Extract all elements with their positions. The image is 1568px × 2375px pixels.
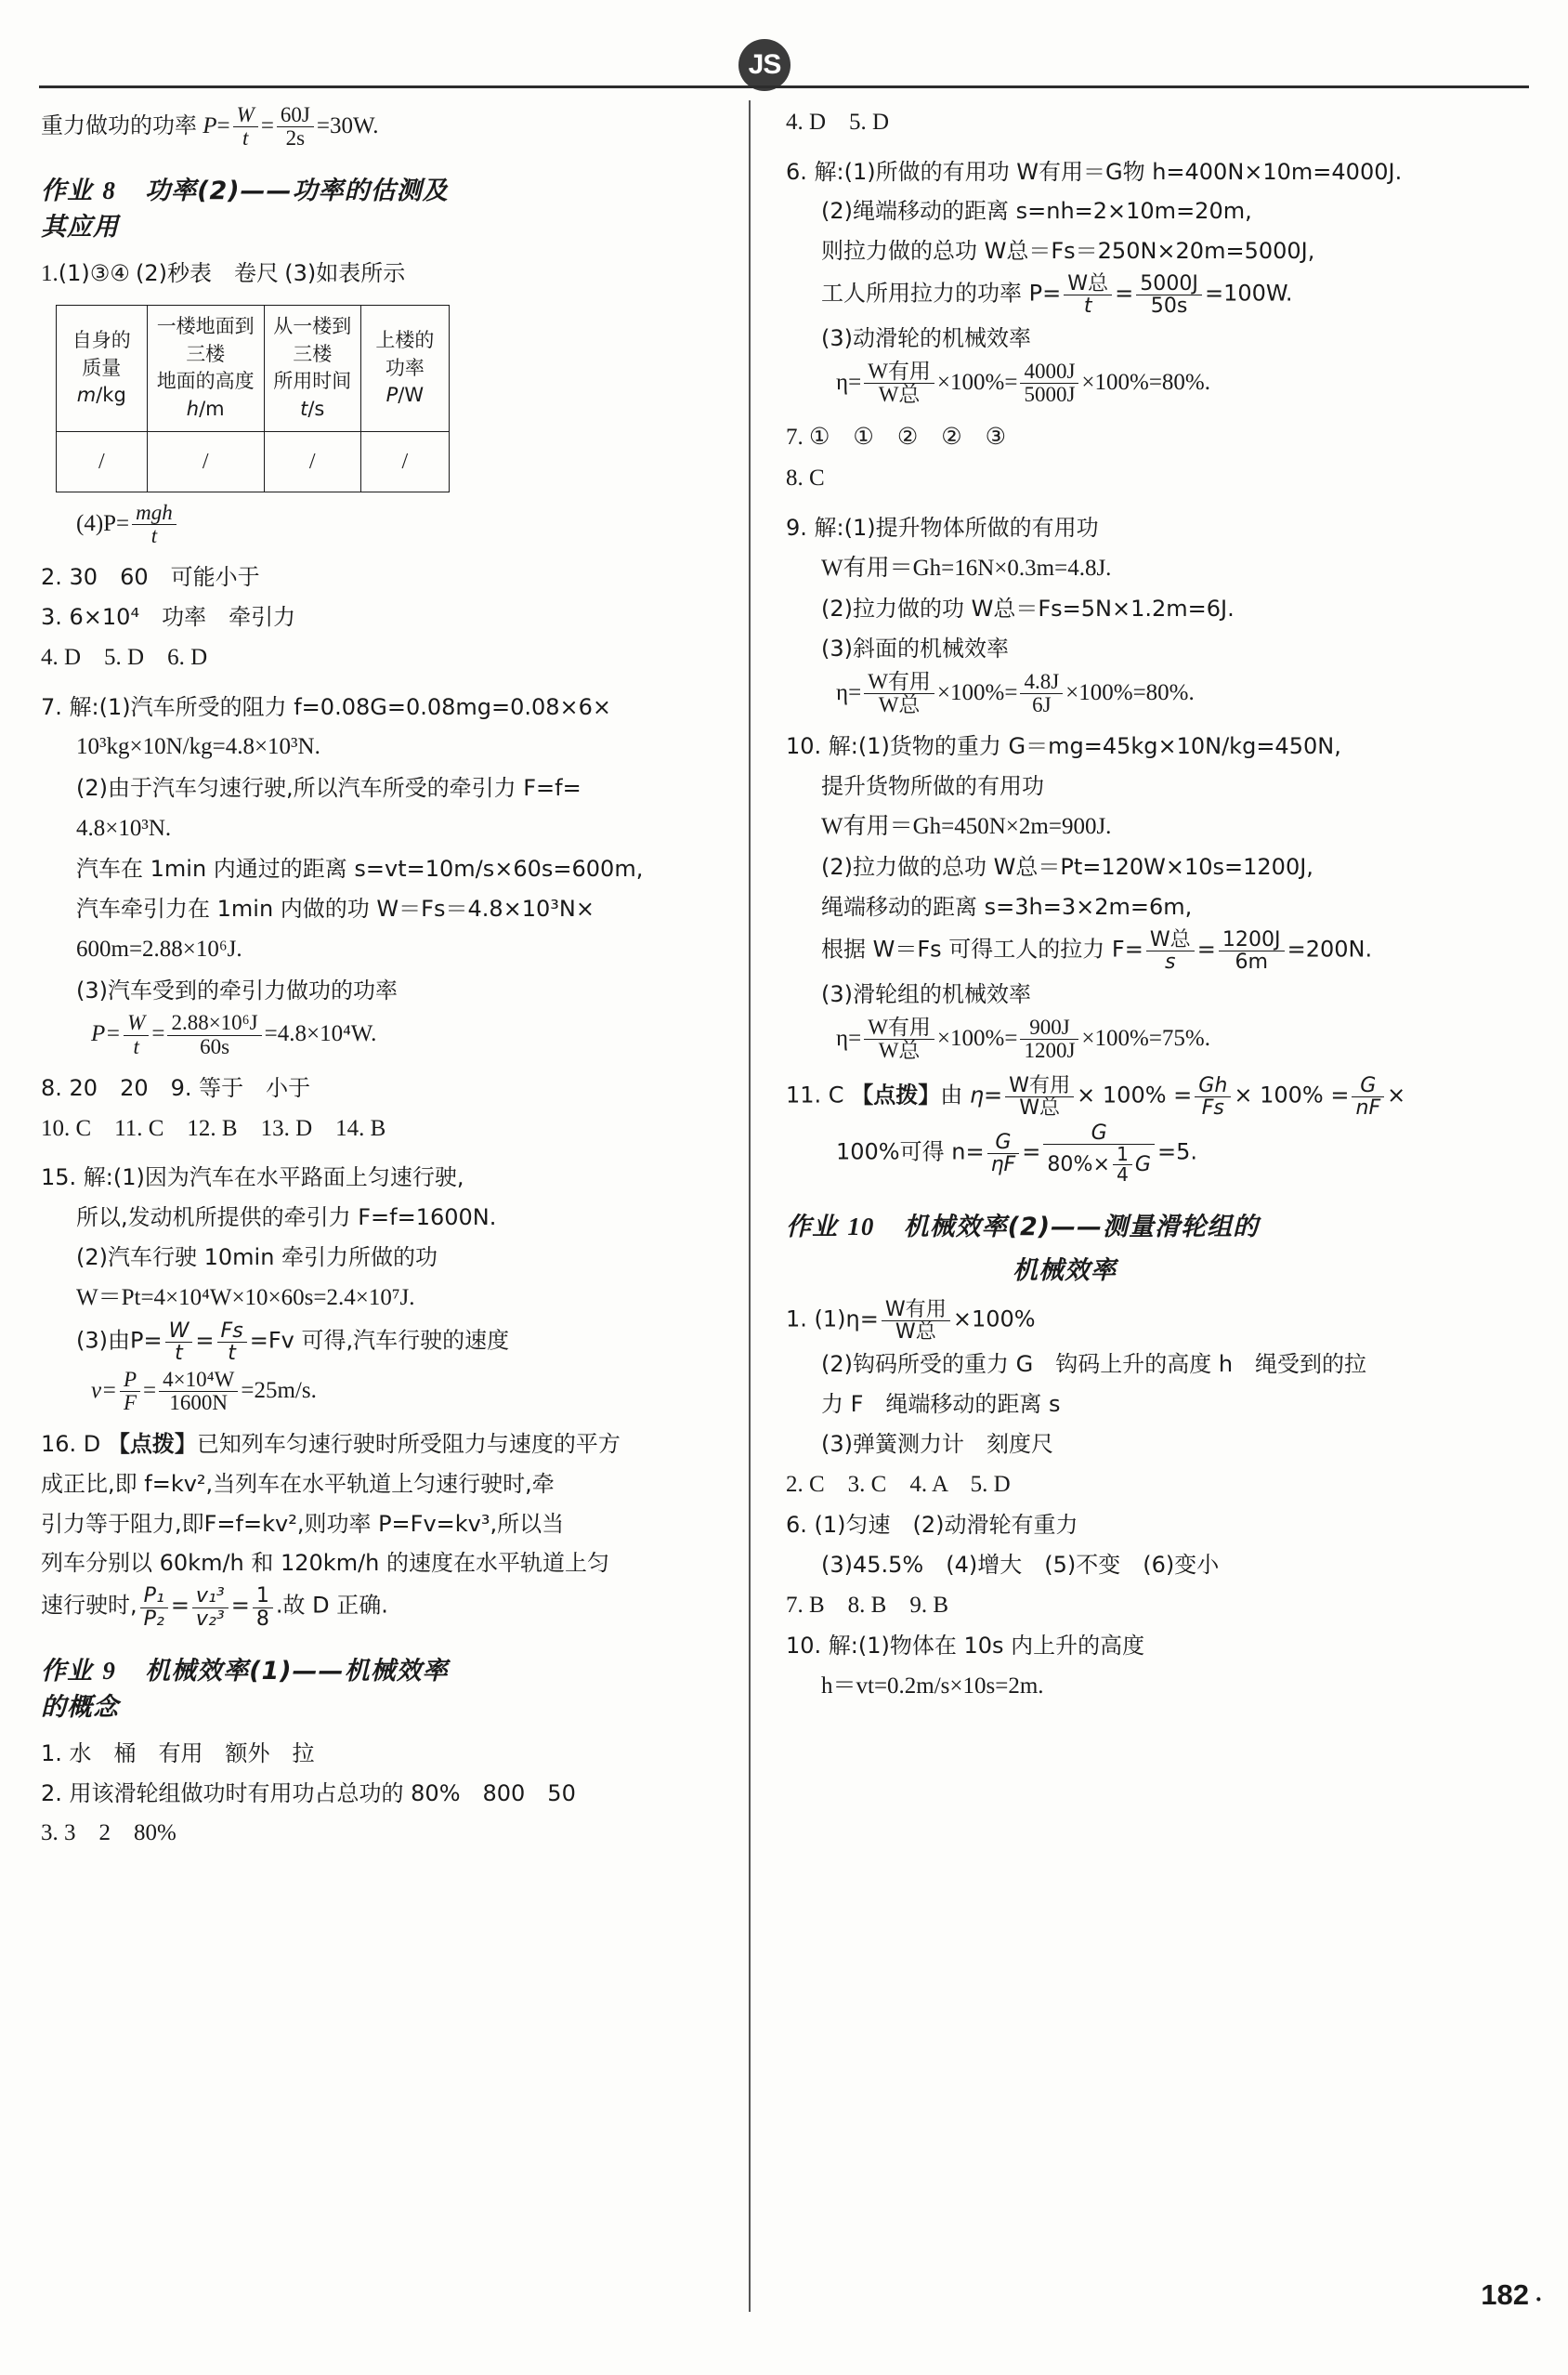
q7-l9-post: =4.8×10⁴W. [264, 1021, 377, 1047]
r-answer-9-l5 [786, 671, 1343, 716]
q15-l6-post: =25m/s. [241, 1377, 317, 1403]
q16-l5-frac2: $\frac{\text{v₁³}}{\text{v₂³}}$ [192, 1585, 229, 1629]
carryover-formula [41, 104, 450, 150]
section9-title: 机械效率(1)——机械效率的概念 [41, 1656, 449, 1722]
q16-l5-frac3: $\frac{1}{8}$ [253, 1585, 273, 1629]
q11-choice: 11. C [786, 1082, 844, 1109]
q16-l5-eq: = [170, 1593, 189, 1620]
q15-l5-post: =Fv 可得,汽车行驶的速度 [249, 1327, 510, 1354]
r-answer-6-l6 [786, 361, 1343, 406]
carryover-frac-wt: $\frac{W}{t}$ [233, 104, 258, 150]
q10-l6-pre: 根据 W＝Fs 可得工人的拉力 F= [821, 936, 1143, 963]
carryover-p: P [203, 113, 217, 139]
q1-p3: (3)如表所示 [284, 260, 406, 287]
q7-l9-frac1: $\frac{W}{t}$ [124, 1012, 149, 1057]
q9-l5-mid: ×100%= [936, 679, 1018, 705]
table-header-cell: 自身的 质量 m/kg [57, 305, 148, 431]
page-number-dot: · [1535, 2286, 1543, 2313]
q11-frac1: $\frac{\text{W有用}}{\text{W总}}$ [1005, 1075, 1074, 1119]
r-answer-8: 8. C [786, 466, 825, 492]
q9-l5-frac2: $\frac{4.8J}{6J}$ [1020, 671, 1063, 716]
q1-p4-pre: (4)P= [76, 511, 130, 537]
s9-answer-1: 1. 水 桶 有用 额外 拉 [41, 1739, 315, 1766]
q16-l5-post: .故 D 正确. [275, 1593, 388, 1620]
r-answer-6-l2: (2)绳端移动的距离 s=nh=2×10m=20m, [821, 198, 1252, 225]
section10-title: 机械效率(2)——测量滑轮组的 [903, 1212, 1260, 1241]
q6-l4-pre: 工人所用拉力的功率 P= [821, 280, 1062, 307]
q1-p2: (2)秒表 卷尺 [136, 260, 280, 287]
s10q1-post: ×100% [952, 1306, 1036, 1332]
carryover-label: 重力做功的功率 [41, 112, 197, 139]
q11-tip-tag: 【点拨】 [851, 1082, 941, 1109]
s10q1-frac: $\frac{\text{W有用}}{\text{W总}}$ [882, 1299, 950, 1343]
answer-15-l5 [41, 1319, 510, 1366]
r-answer-6-l3: 则拉力做的总功 W总＝Fs＝250N×20m=5000J, [821, 238, 1315, 265]
q6-l4-post: =100W. [1204, 280, 1293, 307]
answer-15-l4: W＝Pt=4×10⁴W×10×60s=2.4×10⁷J. [76, 1284, 415, 1310]
q10-l8-post: ×100%=75%. [1081, 1026, 1210, 1052]
carryover-frac-60j: $\frac{60J}{2s}$ [277, 104, 314, 150]
answer-8-9: 8. 20 20 9. 等于 小于 [41, 1074, 311, 1101]
q11-l2-frac1: $\frac{G}{\eta F}$ [987, 1132, 1020, 1175]
right-column [786, 104, 1406, 1710]
q11-mid1: × 100% = [1077, 1082, 1193, 1109]
answer-10-14: 10. C 11. C 12. B 13. D 14. B [41, 1115, 386, 1141]
r-answer-11-l2 [786, 1122, 1343, 1186]
q6-l4-eq: = [1115, 280, 1134, 307]
section9-number: 9 [102, 1656, 116, 1685]
answer-7-l3: (2)由于汽车匀速行驶,所以汽车所受的牵引力 F=f= [76, 774, 581, 801]
s10q1-pre: 1. (1)η= [786, 1306, 879, 1332]
q10-l8-frac1: $\frac{\text{W有用}}{\text{W总}}$ [864, 1017, 934, 1062]
answer-7-l5: 汽车在 1min 内通过的距离 s=vt=10m/s×60s=600m, [76, 856, 644, 883]
section-heading-10-line2: 机械效率 [1013, 1255, 1117, 1285]
q15-l6-pre: v= [91, 1377, 117, 1403]
s10-answer-2-5: 2. C 3. C 4. A 5. D [786, 1471, 1011, 1497]
q11-mid2: × 100% = [1234, 1082, 1350, 1109]
r-answer-9-head: 9. 解:(1)提升物体所做的有用功 [786, 514, 1099, 541]
section-heading-8 [41, 170, 450, 243]
q11-l2-post: =5. [1156, 1138, 1197, 1165]
q6-l4-frac2: $\frac{5000J}{50s}$ [1136, 273, 1202, 317]
q16-l5-eq2: = [230, 1593, 250, 1620]
answer-15-l3: (2)汽车行驶 10min 牵引力所做的功 [76, 1243, 438, 1270]
q7-l9-frac2: $\frac{\text{2.88×10⁶J}}{60s}$ [167, 1012, 261, 1057]
section9-prefix: 作业 [41, 1656, 93, 1686]
section10-prefix: 作业 [786, 1212, 838, 1241]
answer-7-l9 [41, 1012, 450, 1057]
q11-frac3: $\frac{G}{nF}$ [1352, 1075, 1384, 1119]
section-heading-9 [41, 1650, 450, 1723]
q10-l6-frac1: $\frac{\text{W总}}{s}$ [1146, 929, 1195, 973]
q7-l9-pre: P= [91, 1021, 122, 1047]
answer-15-l2: 所以,发动机所提供的牵引力 F=f=1600N. [76, 1203, 497, 1230]
r-answer-10-l5: 绳端移动的距离 s=3h=3×2m=6m, [821, 894, 1193, 921]
r-answer-10-l6 [786, 928, 1373, 975]
answer-7-head [41, 689, 612, 726]
table-header-row [57, 305, 450, 431]
s10-answer-1-p2b: 力 F 绳端移动的距离 s [821, 1390, 1061, 1417]
answer-7-l8: (3)汽车受到的牵引力做功的功率 [76, 977, 398, 1004]
r-answer-10-l2: 提升货物所做的有用功 [821, 772, 1044, 799]
table-header-cell: 从一楼到三楼 所用时间 t/s [264, 305, 360, 431]
carryover-eq2: = [260, 113, 274, 139]
r-answer-6-l4 [786, 273, 1343, 317]
r-answer-9-l4: (3)斜面的机械效率 [821, 635, 1009, 662]
q11-l2-frac2: G 80%× $\frac{1}{4}$ G [1043, 1122, 1155, 1186]
r-answer-11-head [786, 1073, 1406, 1120]
answer-16-l5 [41, 1585, 450, 1629]
answer-2: 2. 30 60 可能小于 [41, 564, 260, 591]
section8-number: 8 [102, 177, 116, 205]
answer-7-l4: 4.8×10³N. [76, 815, 172, 841]
q11-head-text: 由 [940, 1082, 963, 1109]
q16-l5-frac1: $\frac{\text{P₁}}{\text{P₂}}$ [140, 1585, 168, 1629]
r-answer-10-l7: (3)滑轮组的机械效率 [821, 981, 1031, 1008]
answer-7-l6: 汽车牵引力在 1min 内做的功 W＝Fs＝4.8×10³N× [76, 896, 595, 923]
r-answer-7: 7. ① ① ② ② ③ [786, 424, 1007, 450]
r-answer-10-head: 10. 解:(1)货物的重力 G＝mg=45kg×10N/kg=450N, [786, 733, 1341, 760]
s10-answer-1-p2: (2)钩码所受的重力 G 钩码上升的高度 h 绳受到的拉 [821, 1351, 1367, 1378]
q15-l6-frac2: $\frac{\text{4×10⁴W}}{1600N}$ [159, 1369, 238, 1414]
s10-answer-1-p3: (3)弹簧测力计 刻度尺 [821, 1430, 1053, 1457]
q6-l6-frac2: $\frac{4000J}{5000J}$ [1020, 361, 1078, 406]
q16-tip-tag: 【点拨】 [107, 1430, 197, 1457]
q11-l2-den-b: G [1134, 1152, 1151, 1176]
answer-16-l4: 列车分别以 60km/h 和 120km/h 的速度在水平轨道上匀 [41, 1550, 610, 1577]
r-answer-10-l4: (2)拉力做的总功 W总＝Pt=120W×10s=1200J, [821, 854, 1313, 881]
table-cell: / [147, 432, 264, 492]
left-column [41, 103, 644, 1857]
q16-choice: 16. D [41, 1430, 101, 1457]
q11-l2-pre: 100%可得 n= [836, 1138, 985, 1165]
answer-1-line1 [41, 256, 450, 294]
q10-l6-frac2: $\frac{1200J}{6m}$ [1219, 929, 1285, 973]
section8-title: 功率(2)——功率的估测及其应用 [41, 177, 449, 243]
q6-l6-mid: ×100%= [936, 370, 1018, 396]
r-answer-6-head: 6. 解:(1)所做的有用功 W有用＝G物 h=400N×10m=4000J. [786, 158, 1403, 185]
q16-head-text: 已知列车匀速行驶时所受阻力与速度的平方 [196, 1430, 621, 1457]
answer-15-l6 [41, 1369, 450, 1414]
table-header-cell: 一楼地面到三楼 地面的高度 h/m [147, 305, 264, 431]
experiment-table [56, 305, 450, 492]
q15-l5-eq: = [195, 1327, 215, 1354]
page-number: 182 [1481, 2278, 1529, 2311]
s9-answer-3: 3. 3 2 80% [41, 1820, 176, 1846]
answer-3: 3. 6×10⁴ 功率 牵引力 [41, 604, 296, 631]
q15-l5-frac2: $\frac{Fs}{t}$ [217, 1320, 247, 1364]
js-logo-icon: JS [738, 39, 791, 91]
header-rule [39, 85, 1529, 88]
table-row [57, 432, 450, 492]
r-answer-4-5: 4. D 5. D [786, 110, 890, 135]
s9-answer-2: 2. 用该滑轮组做功时有用功占总功的 80% 800 50 [41, 1779, 576, 1806]
q6-l4-frac1: $\frac{\text{W总}}{t}$ [1064, 273, 1112, 317]
q9-l5-post: ×100%=80%. [1065, 679, 1195, 705]
table-cell: / [360, 432, 449, 492]
q11-l2-den-a: 80%× [1047, 1152, 1110, 1176]
section10-number: 10 [847, 1212, 875, 1240]
answer-16-l2: 成正比,即 f=kv²,当列车在水平轨道上匀速行驶时,牵 [41, 1470, 555, 1497]
q15-l5-frac1: $\frac{W}{t}$ [165, 1320, 193, 1364]
column-divider [749, 100, 751, 2312]
page-header [0, 0, 1568, 88]
r-answer-10-l8 [786, 1017, 1343, 1062]
table-cell: / [57, 432, 148, 492]
q11-l2-eq: = [1022, 1138, 1041, 1165]
q6-l6-frac1: $\frac{\text{W有用}}{\text{W总}}$ [864, 361, 934, 406]
table-cell: / [264, 432, 360, 492]
s10-answer-7-9: 7. B 8. B 9. B [786, 1592, 949, 1618]
q11-post: × [1387, 1082, 1406, 1109]
q11-eta: η= [969, 1082, 1003, 1109]
q10-l6-eq: = [1196, 936, 1216, 963]
q1-p1: (1)③④ [58, 260, 130, 287]
r-answer-10-l3: W有用＝Gh=450N×2m=900J. [821, 813, 1112, 839]
q7-head-text: 7. 解:(1)汽车所受的阻力 f=0.08G=0.08mg=0.08×6× [41, 693, 612, 720]
q1-label: 1. [41, 261, 59, 287]
answer-1-part4 [41, 502, 450, 547]
section-heading-10 [786, 1206, 1343, 1242]
s10-answer-10-l2: h＝vt=0.2m/s×10s=2m. [821, 1673, 1044, 1699]
q10-l8-pre: η= [836, 1026, 862, 1052]
s10-answer-1-p1 [786, 1299, 1343, 1343]
q16-l5-pre: 速行驶时, [41, 1593, 137, 1620]
q15-l6-frac1: $\frac{P}{F}$ [120, 1369, 140, 1414]
q6-l6-post: ×100%=80%. [1081, 370, 1210, 396]
answer-4-5-6: 4. D 5. D 6. D [41, 645, 208, 671]
r-answer-9-l2: W有用＝Gh=16N×0.3m=4.8J. [821, 555, 1112, 581]
s10-answer-6-l2: (3)45.5% (4)增大 (5)不变 (6)变小 [821, 1552, 1220, 1579]
r-answer-9-l3: (2)拉力做的功 W总＝Fs=5N×1.2m=6J. [821, 596, 1235, 622]
answer-7-l7: 600m=2.88×10⁶J. [76, 937, 242, 963]
q6-l6-pre: η= [836, 370, 862, 396]
answer-16-l3: 引力等于阻力,即F=f=kv²,则功率 P=Fv=kv³,所以当 [41, 1510, 565, 1537]
q9-l5-frac1: $\frac{\text{W有用}}{\text{W总}}$ [864, 671, 934, 716]
q15-l6-eq: = [143, 1377, 157, 1403]
carryover-result: =30W. [316, 113, 379, 139]
answer-7-l2: 10³kg×10N/kg=4.8×10³N. [76, 734, 320, 760]
q7-l9-eq: = [151, 1021, 165, 1047]
s10-answer-6-l1: 6. (1)匀速 (2)动滑轮有重力 [786, 1512, 1078, 1539]
q9-l5-pre: η= [836, 679, 862, 705]
q10-l8-mid: ×100%= [936, 1026, 1018, 1052]
q11-l2-inner-frac: $\frac{1}{4}$ [1113, 1145, 1132, 1186]
s10-answer-10-head: 10. 解:(1)物体在 10s 内上升的高度 [786, 1633, 1145, 1660]
answer-15-head: 15. 解:(1)因为汽车在水平路面上匀速行驶, [41, 1164, 464, 1191]
section8-prefix: 作业 [41, 177, 93, 206]
r-answer-6-l5: (3)动滑轮的机械效率 [821, 325, 1031, 352]
answer-16-head [41, 1426, 621, 1463]
table-header-cell: 上楼的功率 P/W [360, 305, 449, 431]
q10-l6-post: =200N. [1287, 936, 1373, 963]
carryover-eq1: = [216, 113, 230, 139]
q15-l5-pre: (3)由P= [76, 1327, 163, 1354]
q10-l8-frac2: $\frac{900J}{1200J}$ [1020, 1017, 1078, 1062]
q1-p4-frac: $\frac{\text{mgh}}{t}$ [132, 502, 176, 547]
q11-frac2: $\frac{Gh}{Fs}$ [1195, 1075, 1231, 1119]
